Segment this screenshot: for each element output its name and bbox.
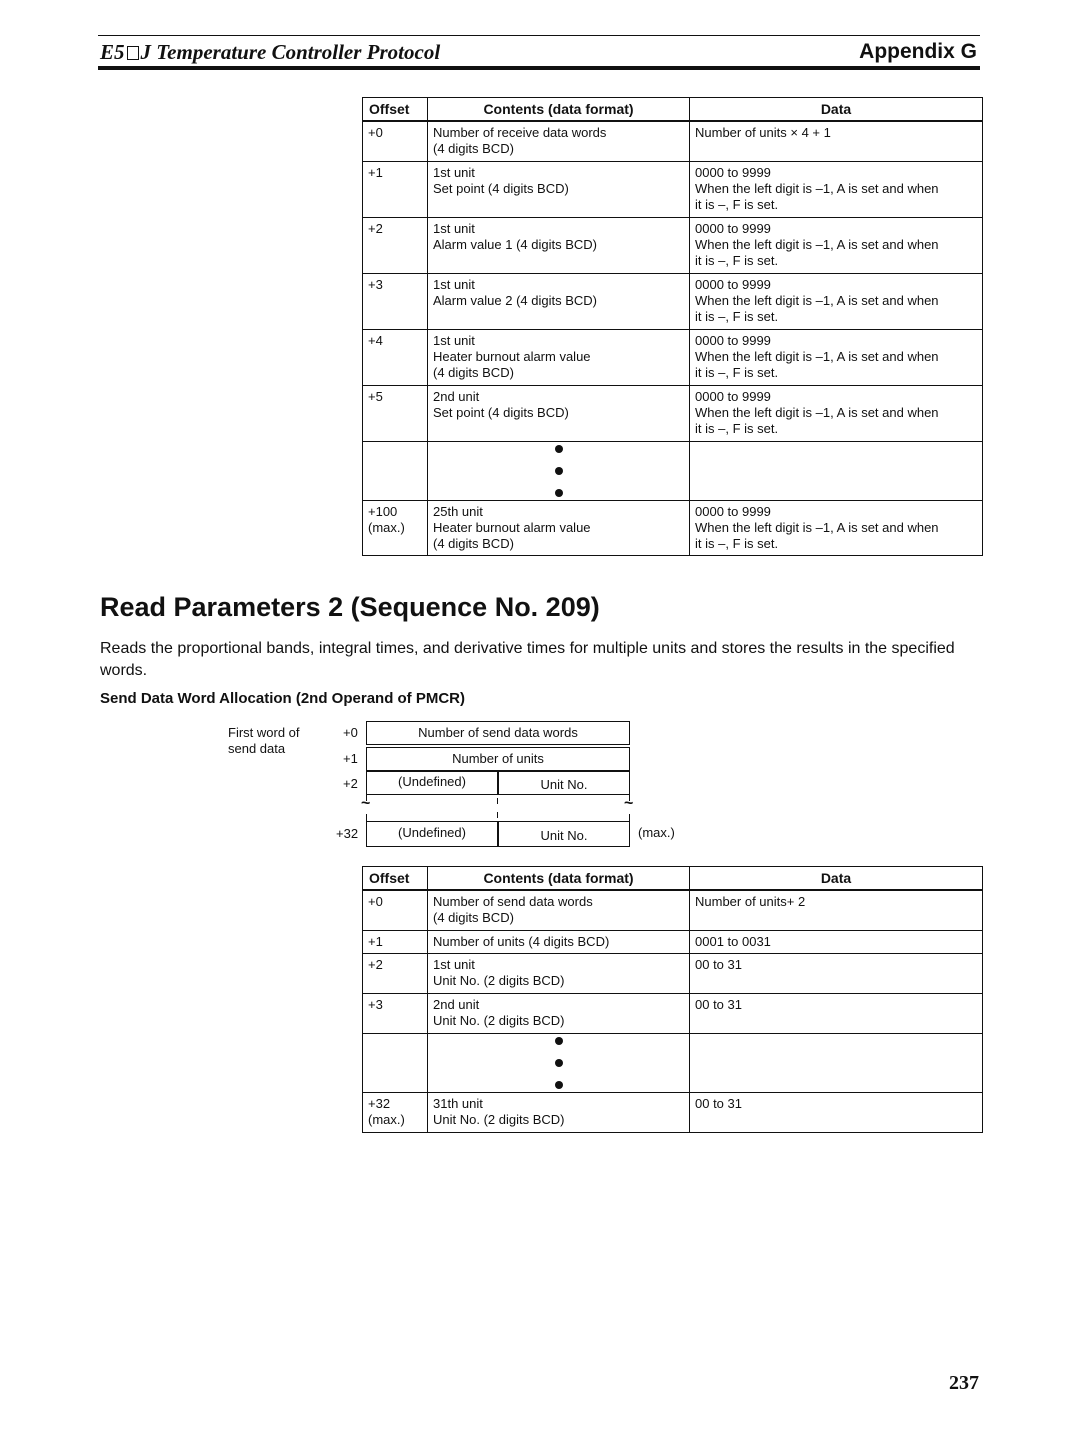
cell-line: Number of units (4 digits BCD) [433,933,610,949]
data-cell [690,1092,983,1132]
contents-cell [428,121,690,161]
data-cell [690,385,983,441]
receive-data-table [362,97,983,556]
section-title: Read Parameters 2 (Sequence No. 209) [100,592,600,622]
cell-line: 0000 to 9999 [695,503,771,519]
word-box-undefined: (Undefined) [366,771,498,795]
offset-cell [363,161,428,217]
cell-line: When the left digit is –1, A is set and when [695,348,939,364]
offset-cell [363,500,428,555]
cell-line: 1st unit [433,332,475,348]
cell-line: it is –, F is set. [695,420,779,436]
subsection-heading: Send Data Word Allocation (2nd Operand of PMCR) [100,690,466,707]
first-word-label: First word of [228,725,300,740]
contents-cell [428,890,690,930]
cell-line: Alarm value 1 (4 digits BCD) [433,236,597,252]
diagram-offset: +0 [343,725,358,740]
cell-line: 00 to 31 [695,996,742,1012]
word-box-unit-no: Unit No. [498,771,630,795]
offset-cell [363,993,428,1033]
placeholder-box-icon [127,46,139,60]
cell-line: 0000 to 9999 [695,220,771,236]
diagram-divider [497,812,498,818]
cell-line: 1st unit [433,276,475,292]
data-cell [690,500,983,555]
column-header-offset: Offset [363,867,428,891]
send-data-table [362,866,983,1133]
header-bottom-rule [98,66,980,70]
word-box-unit-no: Unit No. [498,821,630,847]
cell-line: 2nd unit [433,388,480,404]
cell-line: 1st unit [433,164,475,180]
offset-cell [363,329,428,385]
cell-line: 31th unit [433,1095,483,1111]
table-row [363,121,983,161]
cell-line: 2nd unit [433,996,480,1012]
cell-line: 0000 to 9999 [695,276,771,292]
cell-line: Set point (4 digits BCD) [433,404,569,420]
cell-line: 1st unit [433,956,475,972]
cell-line: 0000 to 9999 [695,388,771,404]
cell-line: Number of units × 4 + 1 [695,125,831,140]
dot-icon [555,1059,563,1067]
column-header-contents: Contents (data format) [428,98,690,122]
table-row [363,993,983,1033]
cell-line: (4 digits BCD) [433,910,514,925]
data-cell [690,161,983,217]
diagram-offset: +32 [336,826,359,841]
cell-line: (4 digits BCD) [433,364,514,380]
cell-line: it is –, F is set. [695,308,779,324]
header-top-rule [98,35,980,36]
diagram-offset: +1 [343,751,358,766]
cell-line: 0000 to 9999 [695,164,771,180]
dot-icon [555,1037,563,1045]
empty-cell [363,441,428,500]
ellipsis-row [363,1033,983,1092]
header-appendix: Appendix G [859,40,977,63]
cell-line: +0 [368,125,383,140]
section-description: Reads the proportional bands, integral times, and derivative times for multiple units and stores the results in the specified words. [100,640,955,679]
cell-line: When the left digit is –1, A is set and when [695,236,939,252]
data-cell [690,993,983,1033]
cell-line: Number of send data words [433,894,593,909]
table-row [363,217,983,273]
offset-cell [363,953,428,993]
break-mark: ~ [624,795,634,812]
cell-line: When the left digit is –1, A is set and when [695,292,939,308]
cell-line: +3 [368,996,383,1012]
header-title-suffix: J Temperature Controller Protocol [140,40,441,64]
data-cell [690,930,983,953]
table-row [363,953,983,993]
cell-line: When the left digit is –1, A is set and when [695,180,939,196]
cell-line: 25th unit [433,503,483,519]
cell-line: 00 to 31 [695,1095,742,1111]
cell-line: +1 [368,933,383,949]
contents-cell [428,273,690,329]
cell-line: it is –, F is set. [695,196,779,212]
table-row [363,273,983,329]
cell-line: Alarm value 2 (4 digits BCD) [433,292,597,308]
table-row [363,161,983,217]
break-mark: ~ [361,795,371,812]
cell-line: (4 digits BCD) [433,535,514,551]
cell-line: When the left digit is –1, A is set and when [695,404,939,420]
dot-icon [555,467,563,475]
offset-cell [363,890,428,930]
data-cell [690,890,983,930]
data-cell [690,953,983,993]
cell-line: +1 [368,164,383,180]
cell-line: When the left digit is –1, A is set and when [695,519,939,535]
dot-icon [555,489,563,497]
word-box-unit-count: Number of units [366,747,630,771]
empty-cell [690,441,983,500]
offset-cell [363,121,428,161]
contents-cell [428,217,690,273]
cell-line: it is –, F is set. [695,364,779,380]
table-row [363,1092,983,1132]
contents-cell [428,385,690,441]
cell-line: +5 [368,388,383,404]
dot-icon [555,1081,563,1089]
data-cell [690,329,983,385]
cell-line: (max.) [368,1111,405,1127]
cell-line: +2 [368,220,383,236]
ellipsis-row [363,441,983,500]
diagram-offset: +2 [343,776,358,791]
cell-line: +2 [368,956,383,972]
vertical-ellipsis [428,1033,690,1092]
contents-cell [428,930,690,953]
table-row [363,385,983,441]
contents-cell [428,953,690,993]
cell-line: Unit No. (2 digits BCD) [433,1111,565,1127]
data-cell [690,121,983,161]
cell-line: Number of receive data words [433,125,607,140]
cell-line: Number of units+ 2 [695,894,806,909]
diagram-divider [497,798,498,804]
word-box-send-data-count: Number of send data words [366,721,630,745]
vertical-ellipsis [428,441,690,500]
empty-cell [690,1033,983,1092]
page-number: 237 [949,1372,979,1394]
cell-line: +3 [368,276,383,292]
cell-line: Set point (4 digits BCD) [433,180,569,196]
data-cell [690,273,983,329]
table-row [363,930,983,953]
column-header-contents: Contents (data format) [428,867,690,891]
cell-line: Unit No. (2 digits BCD) [433,972,565,988]
cell-line: (max.) [368,519,405,535]
empty-cell [363,1033,428,1092]
contents-cell [428,500,690,555]
table-header-row [363,98,983,122]
cell-line: (4 digits BCD) [433,141,514,156]
table-row [363,500,983,555]
offset-cell [363,930,428,953]
cell-line: it is –, F is set. [695,535,779,551]
contents-cell [428,1092,690,1132]
cell-line: 1st unit [433,220,475,236]
cell-line: 0001 to 0031 [695,933,771,949]
table-row [363,329,983,385]
max-label: (max.) [638,825,675,840]
cell-line: Unit No. (2 digits BCD) [433,1012,565,1028]
dot-icon [555,445,563,453]
table-header-row [363,867,983,891]
contents-cell [428,329,690,385]
offset-cell [363,217,428,273]
header-title [100,40,440,65]
send-data-label: send data [228,741,286,756]
contents-cell [428,993,690,1033]
column-header-data: Data [690,867,983,891]
column-header-offset: Offset [363,98,428,122]
cell-line: +0 [368,894,383,909]
cell-line: Heater burnout alarm value [433,348,591,364]
data-cell [690,217,983,273]
contents-cell [428,161,690,217]
offset-cell [363,385,428,441]
cell-line: +4 [368,332,383,348]
cell-line: +100 [368,503,398,519]
offset-cell [363,273,428,329]
table-row [363,890,983,930]
offset-cell [363,1092,428,1132]
cell-line: 00 to 31 [695,956,742,972]
word-box-undefined: (Undefined) [366,821,498,847]
cell-line: +32 [368,1095,391,1111]
column-header-data: Data [690,98,983,122]
cell-line: Heater burnout alarm value [433,519,591,535]
cell-line: 0000 to 9999 [695,332,771,348]
header-title-prefix: E5 [100,40,125,64]
cell-line: it is –, F is set. [695,252,779,268]
